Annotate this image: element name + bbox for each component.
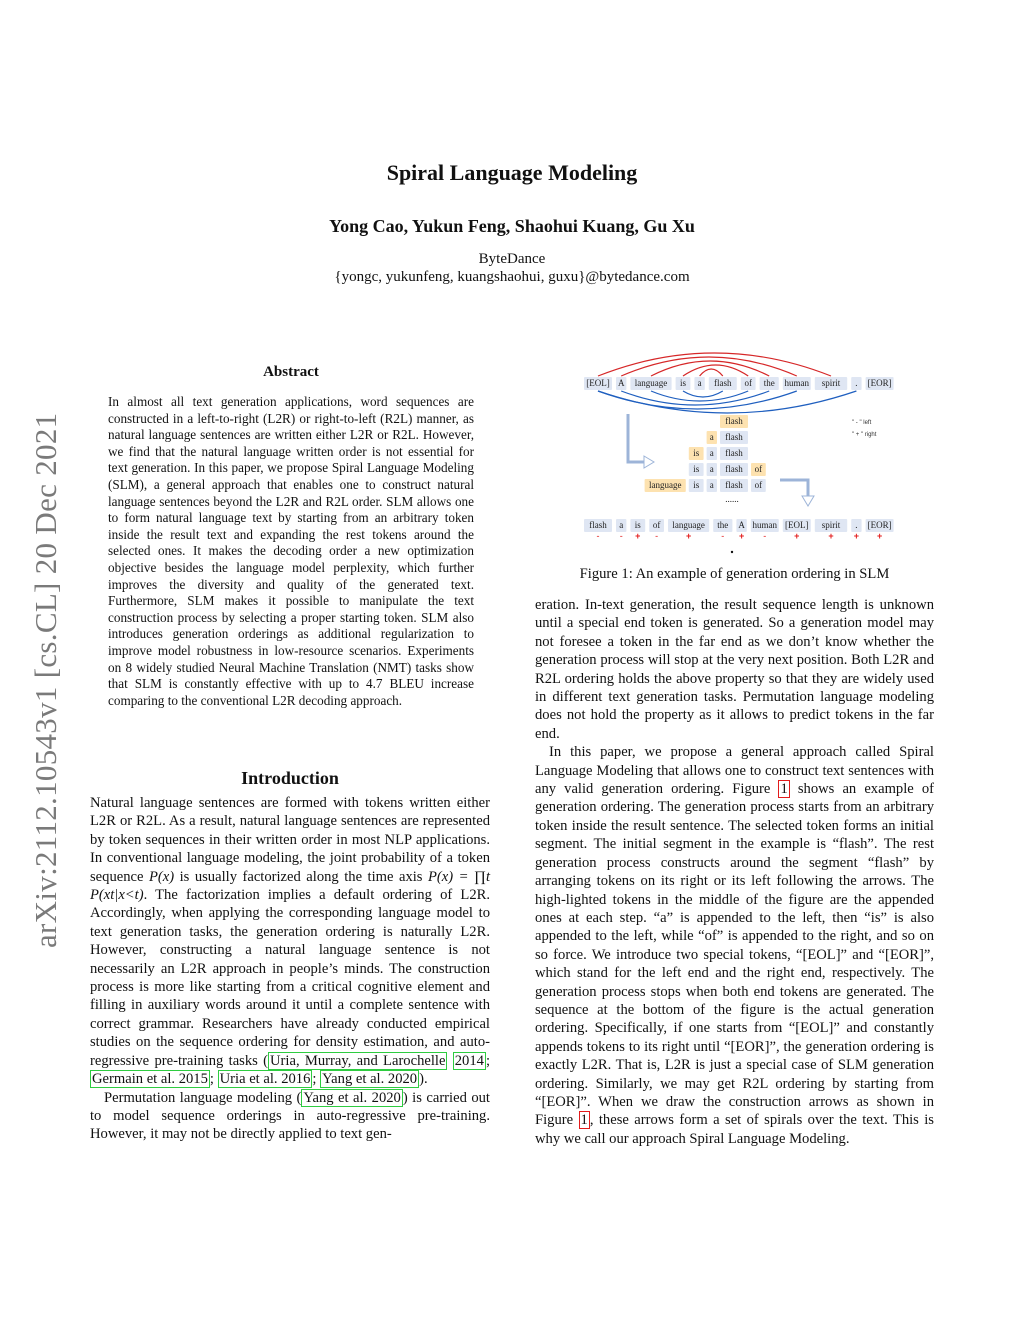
- direction-sign: -: [596, 531, 600, 541]
- legend-left: " - " left: [852, 420, 872, 426]
- step-token: a: [709, 448, 714, 458]
- bottom-token: a: [619, 520, 624, 530]
- spiral-arc-blue: [683, 391, 723, 397]
- top-token: human: [784, 378, 810, 388]
- step-token: flash: [725, 416, 743, 426]
- step-token: of: [754, 480, 763, 490]
- author-emails: {yongc, yukunfeng, kuangshaohui, guxu}@bytedance.com: [334, 269, 690, 285]
- figure-caption: Figure 1: An example of generation ordering in SLM: [579, 566, 890, 582]
- citation-link[interactable]: Yang et al. 2020: [303, 1089, 401, 1106]
- bottom-token: A: [738, 520, 745, 530]
- direction-sign: -: [655, 531, 659, 541]
- right-paragraph-1: eration. In-text generation, the result sequence length is unknown until a special end token is generated. So a generation model may not foresee a token in the far end as we don’t know whether the generation process will stop at the very next position. Both L2R and R2L ordering holds the above property so that they are widely used in different text generation tasks. Permutation language modeling does not hold the property as it allows to predict tokens in the far end.: [535, 597, 934, 742]
- intro-text: Permutation language modeling (: [104, 1089, 302, 1106]
- figure-1: [540, 352, 940, 562]
- bottom-token: is: [634, 520, 641, 530]
- step-token: of: [754, 464, 763, 474]
- bottom-token: language: [672, 520, 705, 530]
- top-token: .: [855, 378, 858, 388]
- step-token: flash: [725, 432, 743, 442]
- bottom-token: [EOR]: [867, 520, 892, 530]
- right-paragraph-2: [535, 743, 934, 1148]
- step-token: language: [648, 480, 682, 490]
- spiral-arc-red: [621, 357, 797, 376]
- math-factorization: P(x) = ∏t P(xt|x<t): [90, 868, 490, 904]
- step-token: is: [693, 464, 700, 474]
- top-token: language: [634, 378, 668, 388]
- legend-right: " + " right: [852, 432, 877, 438]
- body-text: , these arrows form a set of spirals over the text. This is why we call our approach Spiral Language Modeling.: [535, 1112, 934, 1147]
- figure-ref-link[interactable]: 1: [780, 781, 788, 798]
- spiral-arc-red: [700, 369, 723, 376]
- flow-arrow-right-head: [802, 496, 814, 506]
- introduction-heading: Introduction: [241, 768, 339, 788]
- citation-link[interactable]: 2014: [454, 1052, 484, 1069]
- step-token: is: [693, 480, 700, 490]
- direction-sign: +: [853, 531, 860, 541]
- direction-sign: -: [619, 531, 623, 541]
- figure-ref-link[interactable]: 1: [580, 1112, 588, 1129]
- direction-sign: -: [721, 531, 725, 541]
- affiliation-block: [0, 250, 1024, 286]
- affiliation: ByteDance: [478, 251, 546, 267]
- generation-ordering-diagram: [540, 352, 940, 562]
- bottom-token: spirit: [821, 520, 841, 530]
- direction-sign: +: [876, 531, 883, 541]
- abstract-heading: Abstract: [263, 364, 319, 380]
- bottom-token: flash: [589, 520, 607, 530]
- intro-text: Natural language sentences are formed with tokens written either L2R or R2L. As a result, natural language sentences are represented by token sequences in their written order in most NLP applications. In conventional language modeling, the joint probability of a token sequence: [90, 795, 490, 885]
- introduction-body: [90, 794, 490, 1144]
- bottom-token: .: [855, 520, 858, 530]
- intro-paragraph-1: Natural language sentences are formed with tokens written either L2R or R2L. As a result, natural language sentences are represented by token sequences in their written order in most NLP applications. In conventional language modeling, the joint probability of a token sequence P(x) is usually factorized along the time axis P(x) = ∏t P(xt|x<t). The factorization implies a default ordering of L2R. Accordingly, when applying the corresponding language model to text generation tasks, the generation ordering is naturally L2R. However, constructing a natural language sentence is not necessarily an L2R approach in people’s minds. The construction process is more like starting from a critical cognitive element and filling in auxiliary words around it until a complete sentence with correct grammar. Researchers have already conducted empirical studies on the sequence ordering for density estimation, and auto-regressive pre-training tasks ( Uria, Murray, and Larochelle 2014 ; Germain et al. 2015 ; Uria et al. 2016 ; Yang et al. 2020 ).: [90, 795, 490, 1088]
- arxiv-identifier: arXiv:2112.10543v1 [cs.CL] 20 Dec 2021: [28, 412, 63, 948]
- top-token: spirit: [821, 378, 841, 388]
- step-token: flash: [725, 448, 743, 458]
- top-token: [EOL]: [586, 378, 610, 388]
- bottom-token: human: [752, 520, 778, 530]
- citation-link[interactable]: Uria et al. 2016: [219, 1071, 311, 1088]
- top-token: the: [763, 378, 775, 388]
- step-token: flash: [725, 480, 743, 490]
- ellipsis: ......: [725, 494, 739, 504]
- flow-arrow-left-head: [644, 456, 654, 468]
- flow-arrow-left: [628, 414, 650, 462]
- citation-link[interactable]: Yang et al. 2020: [322, 1071, 418, 1088]
- body-text: In this paper, we propose a general approach called Spiral Language Modeling that allows one to construct text sentences with any valid generation ordering. Figure: [535, 744, 934, 798]
- intro-text: ).: [419, 1071, 428, 1088]
- spiral-arc-blue: [651, 391, 748, 401]
- direction-sign: +: [738, 531, 745, 541]
- math-joint-prob: P(x): [148, 868, 175, 885]
- step-token: a: [709, 480, 714, 490]
- paper-authors: Yong Cao, Yukun Feng, Shaohui Kuang, Gu Xu: [329, 216, 695, 236]
- step-token: flash: [725, 464, 743, 474]
- top-token: of: [744, 378, 752, 388]
- bottom-token: the: [717, 520, 729, 530]
- intro-text: . The factorization implies a default ordering of L2R. Accordingly, when applying the corresponding language model to text generation tasks, the generation ordering is naturally L2R. However, constructing a natural language sentence is not necessarily an L2R approach in people’s minds. The construction process is more like starting from a critical cognitive element and filling in auxiliary words around it until a complete sentence with correct grammar. Researchers have already conducted empirical studies on the sequence ordering for density estimation, and auto-regressive pre-training tasks (: [90, 887, 490, 1069]
- direction-sign: -: [763, 531, 767, 541]
- direction-sign: +: [685, 531, 692, 541]
- step-token: is: [693, 448, 700, 458]
- direction-sign: +: [794, 531, 800, 541]
- top-token: [EOR]: [867, 378, 892, 388]
- body-text: shows an example of generation ordering. The generation process starts from an arbitrary token inside the result sentence. The selected token forms an initial segment. The initial segment in the example is “flash”. The rest generation process constructs around the segment “flash” by arranging tokens on its right or its left following the arrows. The high-lighted tokens in the middle of the figure are the appended ones at each step. “a” is appended to the left, then “is” is also appended to the left, while “of” is appended to the right, and so on so force. We introduce two special tokens, “[EOL]” and “[EOR]”, which stand for the left end and the right end, respectively. The generation process stops when both end tokens are generated. The sequence at the bottom of the figure is the actual generation ordering. Specifically, if one starts from “[EOL]” and constantly appends tokens to its right until “[EOR]”, the generation ordering is exactly L2R. That is, L2R is just a special case of SLM generation ordering. Similarly, we may get R2L ordering by starting from “[EOR]”. When we draw the construction arrows as shown in Figure: [535, 781, 934, 1129]
- bottom-token: [EOL]: [785, 520, 809, 530]
- step-token: a: [709, 464, 714, 474]
- step-token: a: [709, 432, 714, 442]
- paper-title: Spiral Language Modeling: [386, 160, 638, 185]
- direction-sign: +: [828, 531, 834, 541]
- intro-text: is usually factorized along the time axis: [174, 868, 428, 885]
- top-token: A: [617, 378, 625, 388]
- top-token: flash: [714, 378, 732, 388]
- spiral-arc-blue: [621, 391, 769, 405]
- period-dot: [731, 551, 733, 553]
- top-token: a: [697, 378, 702, 388]
- top-token: is: [679, 378, 687, 388]
- abstract-text: In almost all text generation applications, word sequences are constructed in a left-to-right (L2R) or right-to-left (R2L) manner, as natural language sentences are written either L2R or R2L. However, we find that the natural language written order is not essential for text generation. In this paper, we propose Spiral Language Modeling (SLM), a general approach that enables one to construct natural language sentences beyond the L2R and R2L order. SLM allows one to form natural language text by starting from an arbitrary token inside the result text and expanding the rest tokens around the selected ones. It makes the decoding order a new optimization objective besides the language model perplexity, which further improves the diversity and quality of the generated text. Furthermore, SLM makes it possible to manipulate the text construction process by selecting a proper starting token. SLM also introduces generation orderings as additional regularization to improve model robustness in low-resource scenarios. Experiments on 8 widely studied Neural Machine Translation (NMT) tasks show that SLM is constantly effective with up to 4.7 BLEU increase comparing to the conventional L2R decoding approach.: [108, 394, 474, 708]
- bottom-token: of: [652, 520, 661, 530]
- direction-sign: +: [635, 531, 641, 541]
- citation-link[interactable]: Germain et al. 2015: [92, 1071, 208, 1088]
- intro-paragraph-2: [90, 1089, 490, 1144]
- citation-link[interactable]: Uria, Murray, and Larochelle: [270, 1052, 446, 1069]
- right-column-body: [535, 596, 934, 1148]
- intro-text: ) is carried out to model sequence orderings in auto-regressive pre-training. However, it may not be directly applied to text gen-: [90, 1089, 490, 1143]
